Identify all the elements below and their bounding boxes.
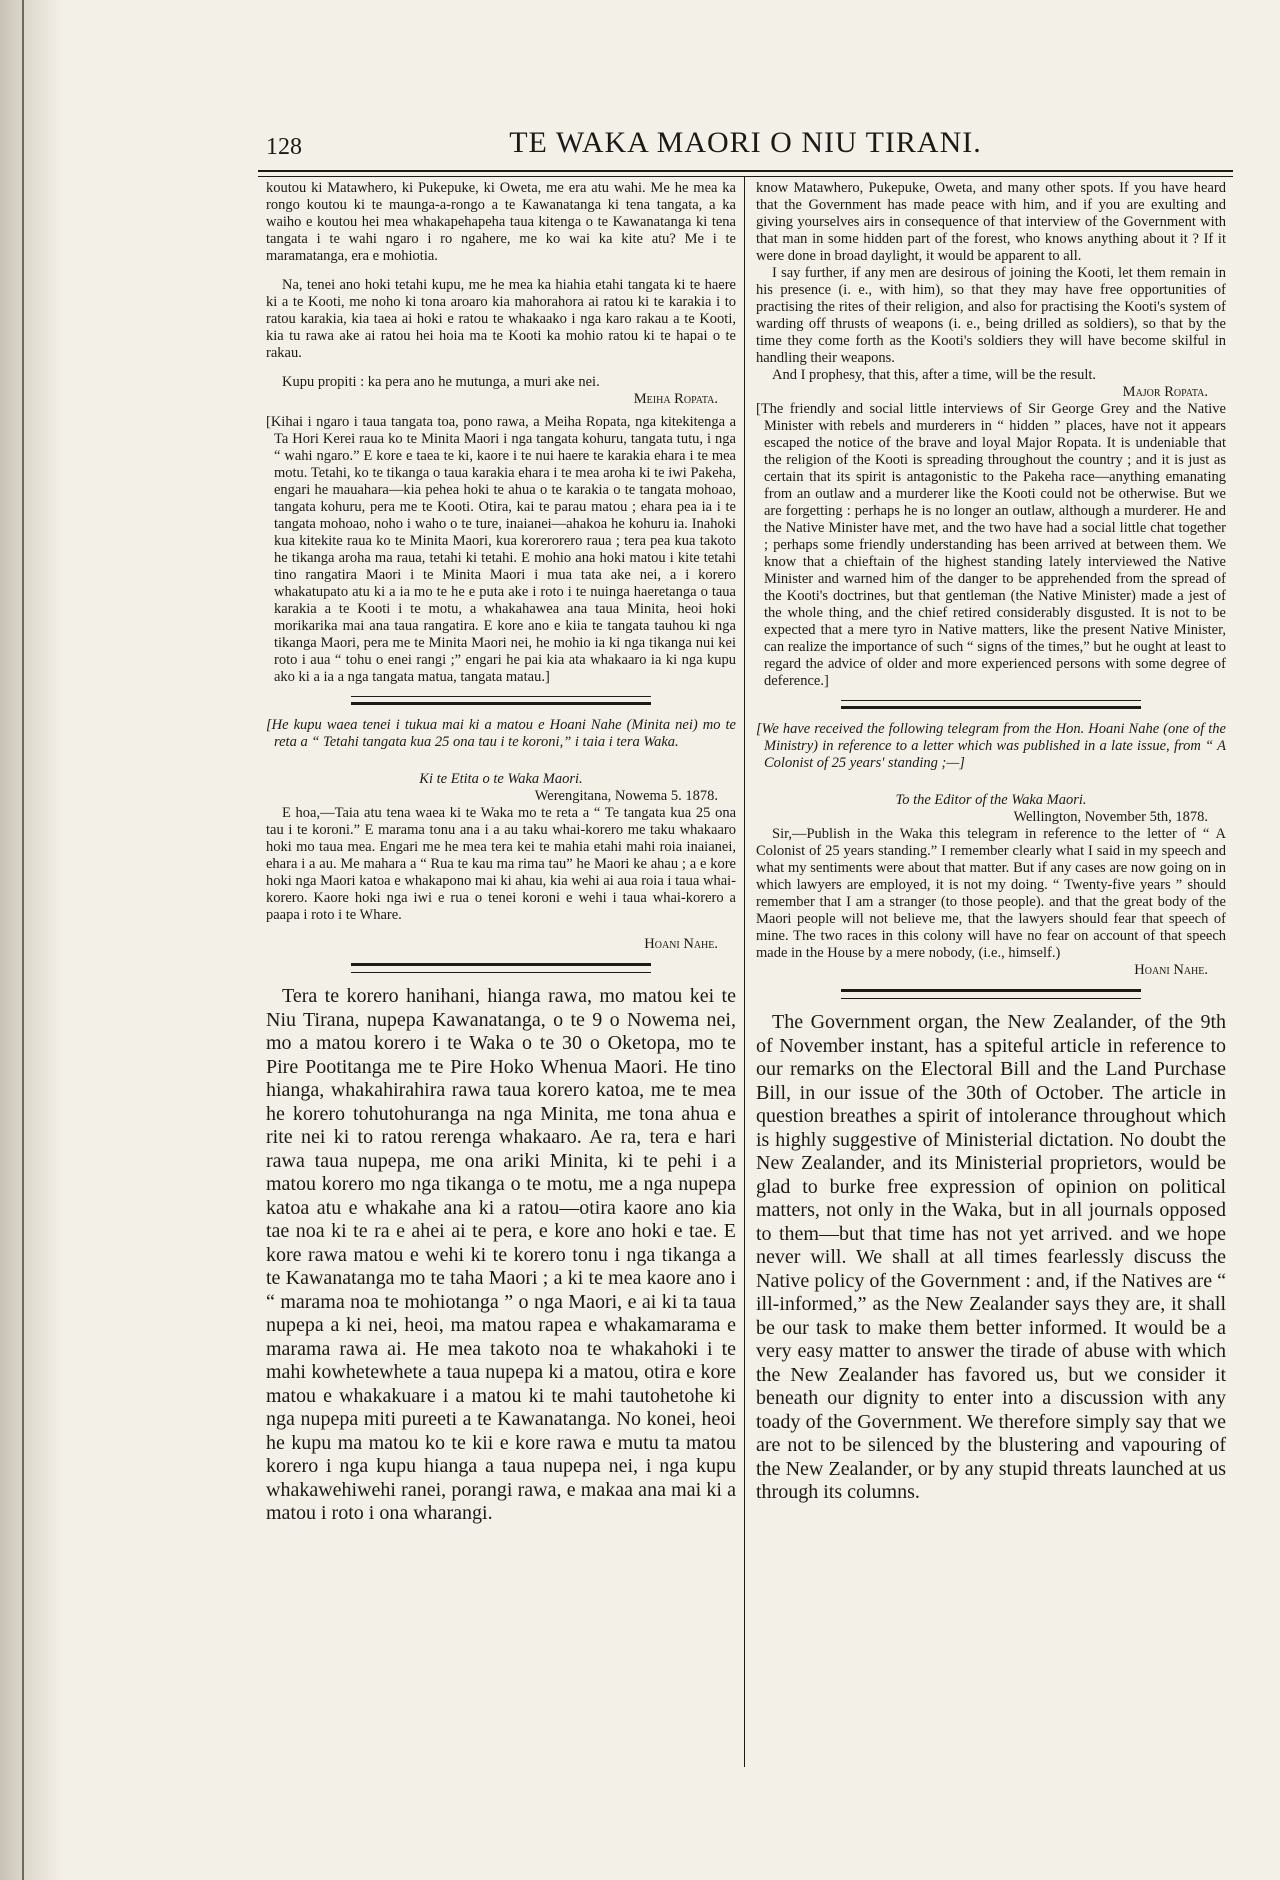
letter-heading: Ki te Etita o te Waka Maori.: [419, 771, 583, 787]
leader-article: The Government organ, the New Zealander, of the 9th of November instant, has a spiteful article in reference to our remarks on the Electoral Bill and the Land Purchase Bill, in our issue of the 30th of October. The article in question breathes a spirit of intolerance throughout which is highly suggestive of Ministerial dictation. No doubt the New Zealander, and its Ministerial proprietors, would be glad to burke free expression of opinion on political matters, not only in the Waka, but in all journals opposed to them—but that time has not yet arrived. and we hope never will. We shall at all times fearlessly discuss the Native policy of the Government : and, if the Natives are “ ill-informed,” as the New Zealander says they are, it shall be our task to make them better informed. It would be a very easy matter to answer the tirade of abuse with which the New Zealander has favored us, but we consider it beneath our dignity to enter into a discussion with any toady of the Government. We therefore simply say that we are not to be silenced by the blustering and vapouring of the New Zealander, or by any stupid threats launched at us through its columns.: [756, 1011, 1226, 1503]
paper-title: TE WAKA MAORI O NIU TIRANI.: [509, 126, 982, 159]
newspaper-page: [258, 0, 1233, 1880]
section-separator: [351, 696, 651, 705]
letter-body: Sir,—Publish in the Waka this telegram in reference to the letter of “ A Colonist of 25 years standing.” I remember clearly what I said in my speech and what my sentiments were about that matter. But if any cases are now going on in which lawyers are employed, it is not my doing. “ Twenty-five years ” should remember that I am a stranger (to those people). and that the great body of the Maori people will not believe me, that the lawyers should fear that speech of mine. The two races in this colony will have no fear on account of that speech made in the House by a mere nobody, (i.e., himself.): [756, 826, 1226, 961]
masthead: [258, 120, 1233, 164]
article-paragraph: Kupu propiti : ka pera ano he mutunga, a muri ake nei.: [282, 374, 600, 390]
telegram-intro: [We have received the following telegram from the Hon. Hoani Nahe (one of the Ministry) in reference to a letter which was published in a late issue, from “ A Colonist of 25 years' standing ;—]: [756, 721, 1226, 771]
article-paragraph: I say further, if any men are desirous of joining the Kooti, let them remain in his presence (i. e., with him), so that they may have free opportunities of practising the rites of their religion, and also for practising the Kooti's system of warding off thrusts of weapons (i. e., being drilled as soldiers), so that by the time they come forth as the Kooti's soldiers they will have become skilful in handling their weapons.: [756, 265, 1226, 366]
signature: Meiha Ropata.: [633, 391, 718, 407]
letter-dateline: Wellington, November 5th, 1878.: [1013, 809, 1208, 825]
letter-body: E hoa,—Taia atu tena waea ki te Waka mo te reta a “ Te tangata kua 25 ona tau i te koroni.” E marama tonu ana i a au taku whai-korero me taku whakaaro hoki mo taua mea. Engari me he mea tera kei te mahia etahi mahi roia inaianei, ehara i a au. Me mahara a “ Rua te kau ma rima tau” he Maori ke ahau ; a e kore hoki nga Maori katoa e whakapono mai ki ahau, kia wehi ai aua roia i taua whai-korero. Kaore hoki nga iwi e rua o tenei koroni e wehi i taua whai-korero a paapa i roto i te Whare.: [266, 805, 736, 923]
signature: Hoani Nahe.: [644, 936, 718, 952]
signature: Major Ropata.: [1122, 384, 1208, 400]
article-paragraph: And I prophesy, that this, after a time, will be the result.: [772, 367, 1097, 383]
section-separator: [351, 963, 651, 973]
binding-rule: [22, 0, 24, 1880]
editorial-note: [The friendly and social little interviews of Sir George Grey and the Native Minister with rebels and murderers in “ hidden ” places, have not it appears escaped the notice of the brave and loyal Major Ropata. It is undeniable that the religion of the Kooti is spreading throughout the country ; and it is just as certain that its spirit is antagonistic to the Pakeha race—anything emanating from an outlaw and a murderer like the Kooti could not be otherwise. But we are forgetting : perhaps he is no longer an outlaw, although a murderer. He and the Native Minister have met, and the two have had a social little chat together ; perhaps some friendly understanding has been arrived at between them. We know that a chieftain of the highest standing lately interviewed the Native Minister and warned him of the danger to be apprehended from the spread of the Kooti's doctrines, but that gentleman (the Native Minister) made a jest of the whole thing, and the chief retired considerably disgusted. It is not to be expected that a mere tyro in Native matters, like the present Native Minister, can realize the importance of such “ signs of the times,” but he ought at least to regard the advice of older and more experienced persons with some degree of deference.]: [756, 401, 1226, 689]
signature: Hoani Nahe.: [1134, 962, 1208, 978]
right-column-english: [756, 180, 1226, 1505]
left-column-maori: [266, 180, 736, 1526]
header-rule: [258, 170, 1233, 177]
letter-heading: To the Editor of the Waka Maori.: [895, 792, 1087, 808]
binding-shadow: [0, 0, 64, 1880]
editorial-note: [Kihai i ngaro i taua tangata toa, pono rawa, a Meiha Ropata, nga kitekitenga a Ta Hori Kerei raua ko te Minita Maori i nga tangata kohuru, tangata tutu, i nga “ wahi ngaro.” E kore e taea te ki, kaore i te nui haere te karakia ehara i te mea motu. Tetahi, ko te tikanga o taua karakia ehara i te mea aroha ki te iwi Pakeha, engari he mauahara—kia pehea hoki te ahua o te karakia o te tangata mohoao, tangata kohuru, pera me te Kooti. Otira, kai te parau matou ; ehara pea ia i te tangata mohoao, noho i waho o te ture, inaianei—ahakoa he kohuru ia. Inahoki kua kitekite raua ko te Minita Maori, kua korerorero raua ; tera pea kua takoto he tikanga aroha ma raua, tetahi ki tetahi. E mohio ana hoki matou i kite tetahi tino rangatira Maori i te Minita Maori i mua tata ake nei, a i korero whakatupato atu ki a ia mo te he e puta ake i roto i te nuinga haeretanga o taua karakia a te Kooti i te motu, a whakahawea ana taua Minita, heoi hoki morikarika mai ana taua rangatira. E kore ano e kiia te tangata tauhou ki nga tikanga Maori, pera me te Minita Maori nei, he mohio ia ki nga tikanga nui kei roto i aua “ tohu o enei rangi ;” engari he pai kia ata whakaaro ia ki nga kupu ako ki a ia a nga tangata matua, tangata matau.]: [266, 414, 736, 685]
article-paragraph: koutou ki Matawhero, ki Pukepuke, ki Oweta, me era atu wahi. Me he mea ka rongo koutou ki te maunga-a-rongo a te Kawanatanga ki tena tangata, a ka waiho e koutou hei mea whakapehapeha taua kitenga o te Kawanatanga ki tena tangata i te wahi ngaro i ro ngahere, me ko wai ka kite atu? Me i te maramatanga, era e mohiotia.: [266, 180, 736, 264]
telegram-intro: [He kupu waea tenei i tukua mai ki a matou e Hoani Nahe (Minita nei) mo te reta a “ Tetahi tangata kua 25 ona tau i te koroni,” i taia i tera Waka.: [266, 717, 736, 750]
section-separator: [841, 989, 1141, 999]
letter-dateline: Werengitana, Nowema 5. 1878.: [534, 788, 718, 804]
article-paragraph: Na, tenei ano hoki tetahi kupu, me he mea ka hiahia etahi tangata ki te haere ki a te Kooti, me noho ki tona aroaro kia mahorahora ai ratou ki te karakia i to ratou karakia, kia taea ai hoki e ratou te whakaako i nga karo rakau a te Kooti, kia tu rawa ake ai ratou hei hoia ma te Kooti ka mohio ratou ki te hapai o te rakau.: [266, 277, 736, 361]
column-divider: [744, 177, 745, 1767]
leader-article: Tera te korero hanihani, hianga rawa, mo matou kei te Niu Tirana, nupepa Kawanatanga, o te 9 o Nowema nei, mo a matou korero i te Waka o te 30 o Oketopa, mo te Pire Pootitanga me te Pire Hoko Whenua Maori. He tino hianga, whakahirahira rawa taua korero katoa, me te mea he korero tohutohuranga na nga Minita, me tona ahua e rite nei ki to ratou rerenga whakaaro. Ae ra, tera e hari rawa taua nupepa, me ona ariki Minita, ki te pehi i a matou korero mo nga tikanga o te motu, me a nga nupepa katoa atu e whakahe ana ki a ratou—otira kaore ano kia tae noa ki te ra e ahei ai te pera, e kore ano hoki e tae. E kore rawa matou e wehi ki te korero tonu i nga tikanga a te Kawanatanga mo te taha Maori ; a ki te mea kaore ano i “ marama noa te mohiotanga ” o nga Maori, e ai ki ta taua nupepa a ki nei, heoi, ma matou rapea e whakamarama e marama rawa ai. He mea takoto noa te whakahoki i te mahi kowhetewhete a taua nupepa ki a matou, otira e kore matou e whakakuare i a matou ki te mahi tautohetohe ki nga nupepa miti pureeti a te Kawanatanga. No konei, heoi he kupu ma matou ko te kii e kore rawa e mutu ta matou korero i nga kupu hianga a taua nupepa nei, i nga kupu whakawehiwehi ranei, porangi rawa, e makaa ana mai ki a matou i roto i ona wharangi.: [266, 985, 736, 1524]
page-number: 128: [266, 134, 302, 160]
article-paragraph: know Matawhero, Pukepuke, Oweta, and many other spots. If you have heard that the Government has made peace with him, and if you are exulting and giving yourselves airs in consequence of that interview of the Government with that man in some hidden part of the forest, who knows anything about it ? If it were done in broad daylight, it would be apparent to all.: [756, 180, 1226, 264]
section-separator: [841, 700, 1141, 709]
